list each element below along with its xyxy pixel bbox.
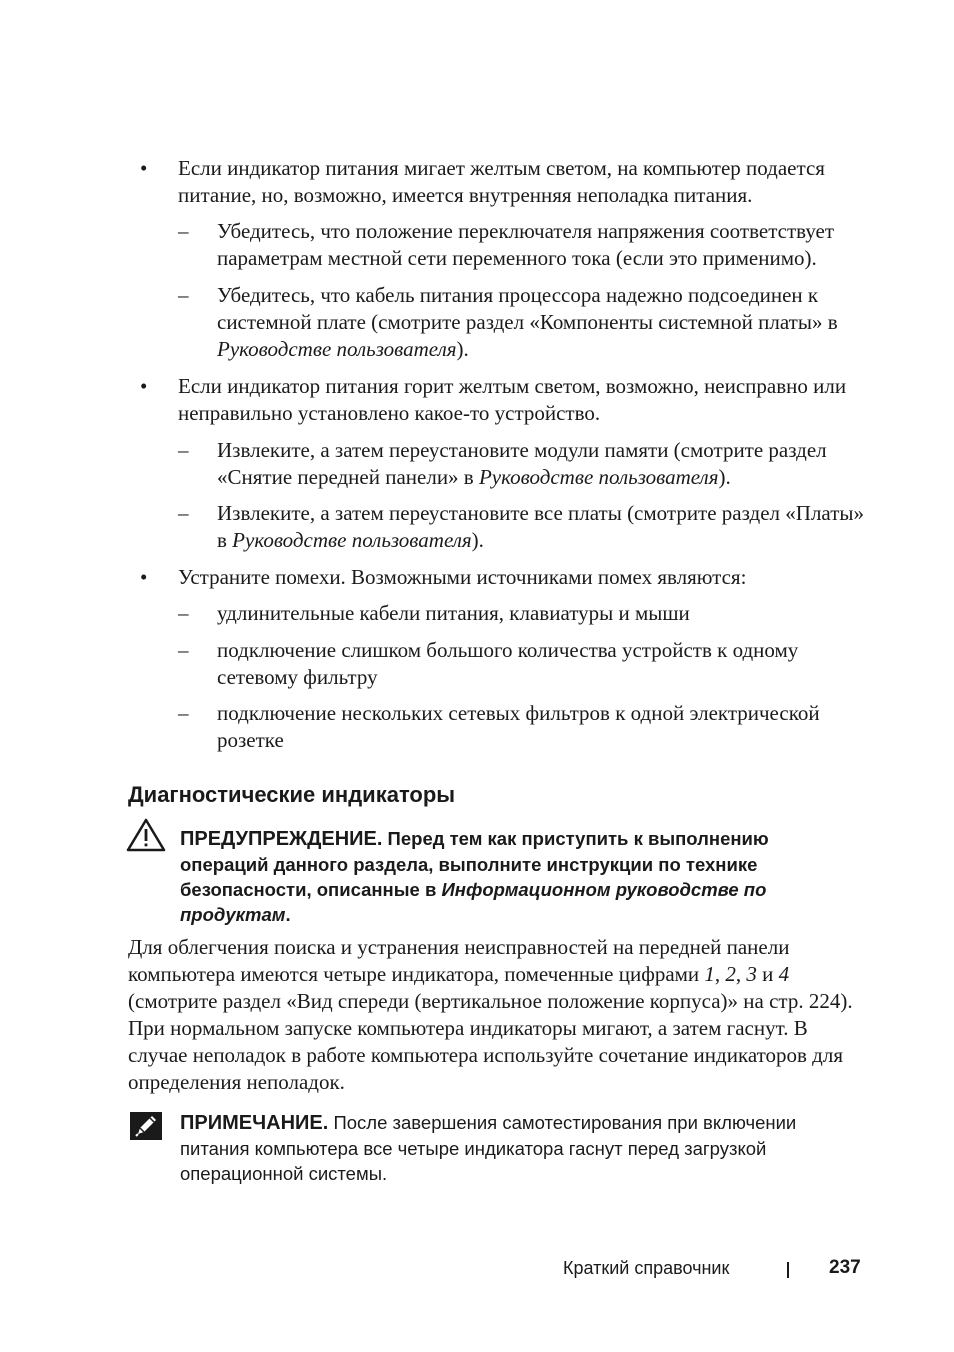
text-part: Извлеките, а затем переустановите модули памяти (смотрите раздел «Снятие передней панели» в bbox=[217, 438, 827, 489]
text-part: После завершения самотестирования при включении питания компьютера все четыре индикатора гаснут перед загрузкой операционной системы. bbox=[180, 1112, 797, 1184]
bullet-text: Если индикатор питания горит желтым светом, возможно, неисправно или неправильно установлено какое-то устройство. bbox=[178, 374, 847, 425]
page-number: 237 bbox=[829, 1257, 861, 1278]
dash-marker: – bbox=[178, 638, 189, 662]
warning-text bbox=[180, 826, 860, 927]
indicator-number: 2 bbox=[725, 962, 736, 986]
text-part: Убедитесь, что кабель питания процессора надежно подсоединен к системной плате (смотрите раздел «Компоненты системной платы» в bbox=[217, 283, 838, 334]
dash-marker: – bbox=[178, 438, 189, 462]
bullet-marker: • bbox=[140, 156, 148, 180]
sub-item-text: удлинительные кабели питания, клавиатуры и мыши bbox=[217, 601, 690, 625]
text-part: ). bbox=[456, 337, 469, 361]
sub-item-text: подключение слишком большого количества устройств к одному сетевому фильтру bbox=[217, 638, 799, 689]
sub-item-text bbox=[217, 500, 867, 554]
text-part: . bbox=[285, 904, 291, 925]
text-part: Для облегчения поиска и устранения неисправностей на передней панели компьютера имеются четыре индикатора, помеченные цифрами bbox=[128, 935, 790, 986]
note-label: ПРИМЕЧАНИЕ. bbox=[180, 1112, 329, 1134]
note-pencil-icon bbox=[130, 1112, 162, 1140]
dash-marker: – bbox=[178, 701, 189, 725]
bullet-marker: • bbox=[140, 565, 148, 589]
italic-reference: Руководстве пользователя bbox=[478, 465, 719, 489]
bullet-marker: • bbox=[140, 374, 148, 398]
warning-triangle-icon bbox=[126, 818, 166, 852]
text-part: Перед тем как приступить к выполнению операций данного раздела, выполните инструкции по технике безопасности, описанные в bbox=[180, 828, 769, 900]
bullet-text: Устраните помехи. Возможными источниками помех являются: bbox=[178, 565, 747, 589]
text-part: , bbox=[714, 962, 726, 986]
warning-label: ПРЕДУПРЕЖДЕНИЕ. bbox=[180, 828, 383, 850]
dash-marker: – bbox=[178, 501, 189, 525]
indicator-number: 4 bbox=[778, 962, 790, 986]
text-part: Извлеките, а затем переустановите все платы (смотрите раздел «Платы» в bbox=[217, 501, 864, 552]
text-part: , bbox=[735, 962, 747, 986]
dash-marker: – bbox=[178, 283, 189, 307]
text-part: ). bbox=[718, 465, 731, 489]
dash-marker: – bbox=[178, 601, 189, 625]
italic-reference: Руководстве пользователя bbox=[217, 337, 457, 361]
italic-reference: Информационном руководстве по продуктам bbox=[180, 879, 767, 925]
sub-item-text: Убедитесь, что положение переключателя напряжения соответствует параметрам местной сети переменного тока (если это применимо). bbox=[217, 219, 835, 270]
footer-title: Краткий справочник bbox=[563, 1258, 730, 1278]
note-text bbox=[180, 1110, 860, 1186]
indicator-number: 3 bbox=[746, 962, 757, 986]
text-part: (смотрите раздел «Вид спереди (вертикальное положение корпуса)» на стр. 224). При нормальном запуске компьютера индикаторы мигают, а затем гаснут. В случае неполадок в работе компьютера используйте сочетание индикаторов для определения неполадок. bbox=[128, 989, 853, 1094]
body-paragraph bbox=[128, 934, 858, 1096]
footer-separator bbox=[787, 1262, 789, 1278]
text-part: ). bbox=[471, 528, 484, 552]
dash-marker: – bbox=[178, 219, 189, 243]
italic-reference: Руководстве пользователя bbox=[232, 528, 472, 552]
section-heading: Диагностические индикаторы bbox=[128, 782, 456, 807]
sub-item-text bbox=[217, 282, 867, 363]
indicator-number: 1 bbox=[704, 962, 715, 986]
text-part: и bbox=[756, 962, 779, 986]
sub-item-text bbox=[217, 437, 867, 491]
sub-item-text: подключение нескольких сетевых фильтров к одной электрической розетке bbox=[217, 701, 820, 752]
bullet-text: Если индикатор питания мигает желтым светом, на компьютер подается питание, но, возможно, имеется внутренняя неполадка питания. bbox=[178, 156, 825, 207]
